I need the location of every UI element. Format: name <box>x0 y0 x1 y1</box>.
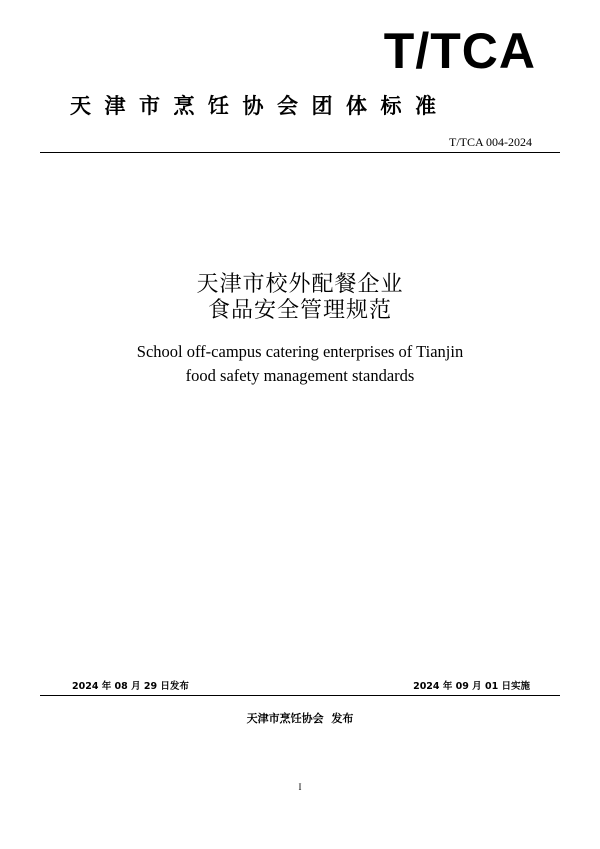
organization-standard-title: 天津市烹饪协会团体标准 <box>70 94 450 118</box>
english-title-line-2: food safety management standards <box>185 366 415 385</box>
header-divider <box>40 152 560 153</box>
publisher: 天津市烹饪协会 发布 <box>246 712 354 725</box>
chinese-title-line-2: 食品安全管理规范 <box>207 298 392 323</box>
standard-code-logo: T/TCA <box>383 23 536 79</box>
standard-number: T/TCA 004-2024 <box>449 135 532 149</box>
footer-divider <box>40 695 560 696</box>
english-title-line-1: School off-campus catering enterprises of Tianjin <box>136 342 464 361</box>
issue-date: 2024 年 08 月 29 日发布 <box>72 681 189 692</box>
implementation-date: 2024 年 09 月 01 日实施 <box>413 681 530 692</box>
page-number: I <box>298 782 302 792</box>
chinese-title-line-1: 天津市校外配餐企业 <box>196 272 404 297</box>
